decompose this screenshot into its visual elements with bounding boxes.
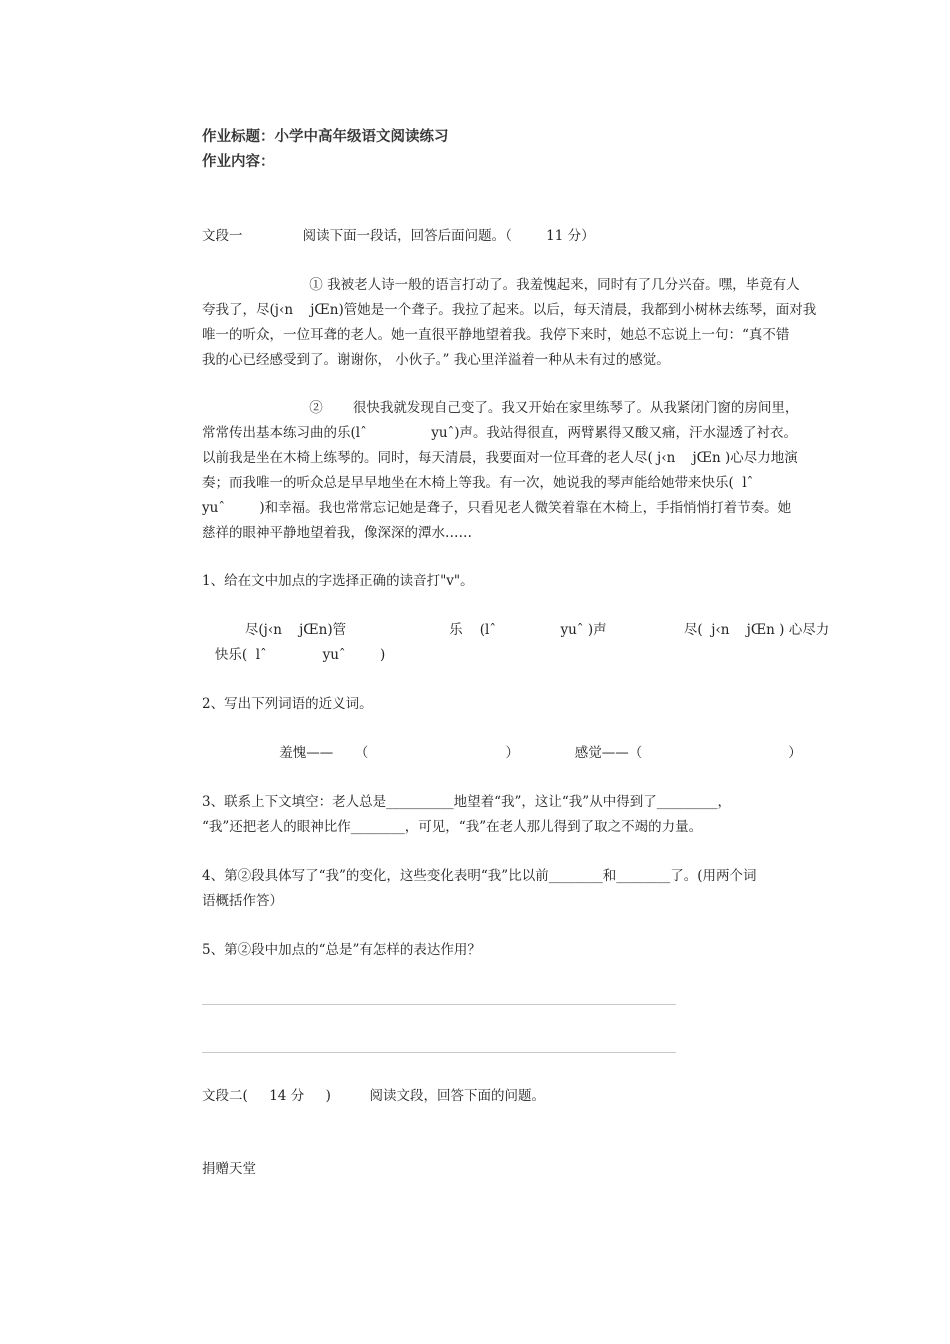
para1-line: ① 我被老人诗一般的语言打动了。我羞愧起来，同时有了几分兴奋。嘿，毕竟有人 xyxy=(202,277,800,293)
question-1-options: 快乐( lˆ yuˆ ) xyxy=(202,647,386,663)
question-1: 1、给在文中加点的字选择正确的读音打"v"。 xyxy=(202,573,474,589)
assignment-content-label: 作业内容： xyxy=(202,154,275,170)
question-4: 语概括作答） xyxy=(202,893,283,909)
answer-line xyxy=(202,1004,676,1005)
section2-title: 捐赠天堂 xyxy=(202,1161,256,1177)
question-2: 2、写出下列词语的近义词。 xyxy=(202,696,373,712)
question-1-options: 尽(j‹n jŒn)管 乐 (lˆ yuˆ )声 尽( j‹n jŒn ) 心尽力 xyxy=(202,622,830,638)
para2-line: 慈祥的眼神平静地望着我，像深深的潭水…… xyxy=(202,525,472,541)
para2-line: 常常传出基本练习曲的乐(lˆ yuˆ)声。我站得很直，两臂累得又酸又痛，汗水湿透了衬衣。 xyxy=(202,425,798,441)
para2-line: 以前我是坐在木椅上练琴的。同时，每天清晨，我要面对一位耳聋的老人尽( j‹n jŒn )心尽力地演 xyxy=(202,450,798,466)
para1-line: 我的心已经感受到了。谢谢你， 小伙子。” 我心里洋溢着一种从未有过的感觉。 xyxy=(202,352,670,368)
para2-line: yuˆ )和幸福。我也常常忘记她是聋子，只看见老人微笑着靠在木椅上，手指悄悄打着节奏。她 xyxy=(202,500,792,516)
question-5: 5、第②段中加点的“总是”有怎样的表达作用？ xyxy=(202,942,481,958)
para1-line: 唯一的听众，一位耳聋的老人。她一直很平静地望着我。我停下来时，她总不忘说上一句：“真不错 xyxy=(202,327,790,343)
section2-heading: 文段二( 14 分 ) 阅读文段，回答下面的问题。 xyxy=(202,1088,546,1104)
question-4: 4、第②段具体写了“我”的变化，这些变化表明“我”比以前________和________了。(用两个词 xyxy=(202,868,757,884)
question-3: “我”还把老人的眼神比作________，可见，“我”在老人那儿得到了取之不竭的力量。 xyxy=(202,819,703,835)
para2-line: 奏；而我唯一的听众总是早早地坐在木椅上等我。有一次，她说我的琴声能给她带来快乐( lˆ xyxy=(202,475,754,491)
para1-line: 夸我了，尽(j‹n jŒn)管她是一个聋子。我拉了起来。以后，每天清晨，我都到小树林去练琴，面对我 xyxy=(202,302,817,318)
answer-line xyxy=(202,1052,676,1053)
section1-heading: 文段一 阅读下面一段话，回答后面问题。（ 11 分） xyxy=(202,228,595,244)
assignment-title: 作业标题：小学中高年级语文阅读练习 xyxy=(202,129,449,145)
question-3: 3、联系上下文填空：老人总是__________地望着“我”，这让“我”从中得到了_________， xyxy=(202,794,731,810)
question-2-items: 羞愧—— （ ） 感觉——（ ） xyxy=(202,745,802,761)
para2-line: ② 很快我就发现自己变了。我又开始在家里练琴了。从我紧闭门窗的房间里， xyxy=(202,400,799,416)
